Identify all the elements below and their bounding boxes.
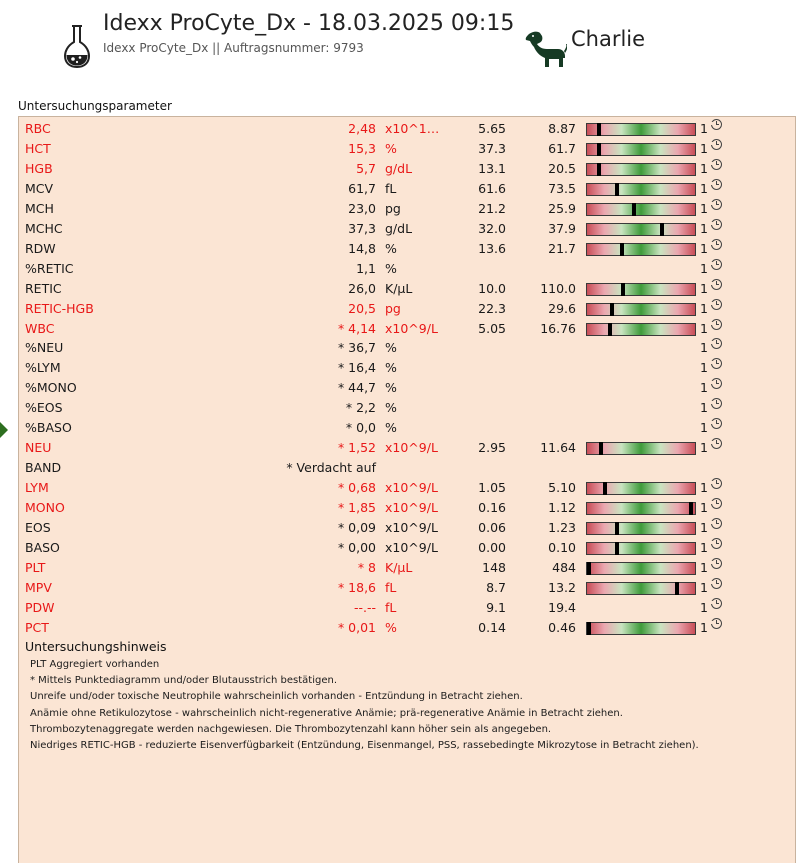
param-unit: K/µL <box>385 559 413 575</box>
param-unit: fL <box>385 579 397 595</box>
table-row[interactable] <box>19 139 797 159</box>
reference-low: 13.1 <box>478 160 506 176</box>
table-row[interactable] <box>19 538 797 558</box>
table-row[interactable] <box>19 618 797 638</box>
param-name: BAND <box>25 460 62 476</box>
param-unit: % <box>385 400 397 416</box>
reference-range-bar <box>586 562 696 575</box>
measurement-count: 1 <box>700 320 708 336</box>
param-name: EOS <box>25 520 51 535</box>
history-icon[interactable] <box>711 358 722 369</box>
param-value: * 0,00 <box>337 539 376 555</box>
range-marker <box>597 163 601 176</box>
reference-range-bar <box>586 482 696 495</box>
reference-low: 10.0 <box>478 280 506 296</box>
range-marker <box>615 522 619 535</box>
range-marker <box>632 203 636 216</box>
measurement-count: 1 <box>700 619 708 635</box>
history-icon[interactable] <box>711 279 722 290</box>
table-row[interactable] <box>19 338 797 358</box>
reference-high: 25.9 <box>548 200 576 216</box>
param-name: WBC <box>25 320 55 336</box>
history-icon[interactable] <box>711 618 722 629</box>
param-name: %BASO <box>25 420 72 436</box>
history-icon[interactable] <box>711 418 722 429</box>
param-unit: fL <box>385 180 397 196</box>
reference-high: 13.2 <box>548 579 576 595</box>
dog-icon <box>525 28 567 68</box>
note-line: * Mittels Punktediagramm und/oder Blutausstrich bestätigen. <box>30 675 338 687</box>
param-name: HCT <box>25 140 51 156</box>
param-name: MCHC <box>25 220 63 236</box>
range-marker <box>615 183 619 196</box>
reference-range-bar <box>586 283 696 296</box>
param-value: 2,48 <box>348 121 376 136</box>
reference-low: 0.16 <box>478 500 506 516</box>
reference-low: 61.6 <box>478 180 506 196</box>
table-row[interactable] <box>19 558 797 578</box>
measurement-count: 1 <box>700 380 708 396</box>
param-name: RETIC-HGB <box>25 300 94 316</box>
measurement-count: 1 <box>700 121 708 136</box>
param-name: NEU <box>25 440 52 456</box>
table-row[interactable] <box>19 498 797 518</box>
measurement-count: 1 <box>700 599 708 615</box>
param-value: * 0,01 <box>337 619 376 635</box>
history-icon[interactable] <box>711 239 722 250</box>
range-marker <box>597 143 601 156</box>
param-value: * 36,7 <box>337 340 376 356</box>
reference-range-bar <box>586 502 696 515</box>
param-unit: x10^9/L <box>385 440 438 456</box>
reference-high: 1.23 <box>548 520 576 535</box>
history-icon[interactable] <box>711 598 722 609</box>
reference-low: 5.65 <box>478 121 506 136</box>
param-value: 26,0 <box>348 280 376 296</box>
param-unit: % <box>385 140 397 156</box>
param-name: MONO <box>25 500 65 516</box>
history-icon[interactable] <box>711 398 722 409</box>
measurement-count: 1 <box>700 160 708 176</box>
reference-low: 5.05 <box>478 320 506 336</box>
table-row[interactable] <box>19 279 797 299</box>
param-unit: x10^1… <box>385 121 440 136</box>
measurement-count: 1 <box>700 200 708 216</box>
report-subtitle: Idexx ProCyte_Dx || Auftragsnummer: 9793 <box>103 41 364 55</box>
measurement-count: 1 <box>700 440 708 456</box>
reference-high: 20.5 <box>548 160 576 176</box>
history-icon[interactable] <box>711 558 722 569</box>
history-icon[interactable] <box>711 259 722 270</box>
history-icon[interactable] <box>711 478 722 489</box>
history-icon[interactable] <box>711 538 722 549</box>
reference-range-bar <box>586 303 696 316</box>
history-icon[interactable] <box>711 299 722 310</box>
param-unit: % <box>385 420 397 436</box>
reference-high: 21.7 <box>548 240 576 256</box>
param-value: * 8 <box>357 559 376 575</box>
range-marker <box>689 502 693 515</box>
param-unit: % <box>385 340 397 356</box>
range-marker <box>587 622 591 635</box>
reference-low: 1.05 <box>478 480 506 496</box>
reference-high: 5.10 <box>548 480 576 496</box>
param-name: PLT <box>25 559 46 575</box>
table-row[interactable] <box>19 458 797 478</box>
param-name: BASO <box>25 539 60 555</box>
reference-range-bar <box>586 123 696 136</box>
report-header <box>0 0 800 95</box>
history-icon[interactable] <box>711 518 722 529</box>
param-name: %RETIC <box>25 260 74 276</box>
range-marker <box>620 243 624 256</box>
history-icon[interactable] <box>711 338 722 349</box>
range-marker <box>603 482 607 495</box>
note-line: Anämie ohne Retikulozytose - wahrscheinlich nicht-regenerative Anämie; prä-regenerative Anämie in Betracht ziehen. <box>30 707 623 719</box>
reference-high: 19.4 <box>548 599 576 615</box>
reference-range-bar <box>586 522 696 535</box>
table-row[interactable] <box>19 179 797 199</box>
param-value: * 0,68 <box>337 480 376 496</box>
reference-high: 8.87 <box>548 121 576 136</box>
param-unit: x10^9/L <box>385 500 438 516</box>
note-line: PLT Aggregiert vorhanden <box>30 659 160 670</box>
param-value: * 16,4 <box>337 360 376 376</box>
table-row[interactable] <box>19 319 797 339</box>
reference-high: 1.12 <box>548 500 576 516</box>
reference-low: 8.7 <box>486 579 506 595</box>
param-value: * 44,7 <box>337 380 376 396</box>
reference-low: 32.0 <box>478 220 506 236</box>
param-unit: fL <box>385 599 397 615</box>
measurement-count: 1 <box>700 539 708 555</box>
measurement-count: 1 <box>700 400 708 416</box>
range-marker <box>608 323 612 336</box>
param-value: 20,5 <box>348 300 376 316</box>
param-name: PCT <box>25 619 49 635</box>
param-name: PDW <box>25 599 55 615</box>
reference-high: 73.5 <box>548 180 576 196</box>
table-row[interactable] <box>19 378 797 398</box>
param-value: 1,1 <box>356 260 376 276</box>
history-icon[interactable] <box>711 139 722 150</box>
measurement-count: 1 <box>700 280 708 296</box>
measurement-count: 1 <box>700 520 708 535</box>
measurement-count: 1 <box>700 220 708 236</box>
reference-range-bar <box>586 243 696 256</box>
reference-high: 0.10 <box>548 539 576 555</box>
note-line: Niedriges RETIC-HGB - reduzierte Eisenverfügbarkeit (Entzündung, Eisenmangel, PSS, rassebedingte Mikrozytose in Betracht ziehen). <box>30 740 699 752</box>
param-name: HGB <box>25 160 53 176</box>
measurement-count: 1 <box>700 360 708 376</box>
history-icon[interactable] <box>711 378 722 389</box>
notes-title: Untersuchungshinweis <box>25 639 167 654</box>
reference-high: 16.76 <box>540 320 576 336</box>
param-unit: % <box>385 240 397 256</box>
reference-high: 37.9 <box>548 220 576 236</box>
reference-range-bar <box>586 183 696 196</box>
table-row[interactable] <box>19 478 797 498</box>
table-row[interactable] <box>19 598 797 618</box>
section-label: Untersuchungsparameter <box>18 99 172 113</box>
patient-name: Charlie <box>571 27 646 51</box>
param-value: 14,8 <box>348 240 376 256</box>
measurement-count: 1 <box>700 559 708 575</box>
table-row[interactable] <box>19 239 797 259</box>
note-line: Unreife und/oder toxische Neutrophile wahrscheinlich vorhanden - Entzündung in Betracht ziehen. <box>30 691 523 703</box>
history-icon[interactable] <box>711 578 722 589</box>
param-name: %NEU <box>25 340 64 356</box>
param-name: %LYM <box>25 360 61 376</box>
param-value: * 2,2 <box>345 400 376 416</box>
param-unit: % <box>385 360 397 376</box>
notes-list <box>30 657 699 754</box>
param-value: * 0,09 <box>337 520 376 535</box>
param-unit: x10^9/L <box>385 320 438 336</box>
param-unit: x10^9/L <box>385 480 438 496</box>
reference-high: 61.7 <box>548 140 576 156</box>
table-row[interactable] <box>19 578 797 598</box>
reference-high: 484 <box>552 559 576 575</box>
measurement-count: 1 <box>700 420 708 436</box>
reference-range-bar <box>586 542 696 555</box>
param-unit: x10^9/L <box>385 520 438 535</box>
reference-high: 11.64 <box>540 440 576 456</box>
param-value: 61,7 <box>348 180 376 196</box>
param-name: %MONO <box>25 380 77 396</box>
measurement-count: 1 <box>700 340 708 356</box>
reference-high: 0.46 <box>548 619 576 635</box>
measurement-count: 1 <box>700 480 708 496</box>
param-unit: pg <box>385 300 401 316</box>
param-unit: % <box>385 619 397 635</box>
reference-range-bar <box>586 582 696 595</box>
param-unit: K/µL <box>385 280 413 296</box>
table-row[interactable] <box>19 119 797 139</box>
lab-flask-icon <box>64 24 90 68</box>
range-marker <box>660 223 664 236</box>
param-value: * 4,14 <box>337 320 376 336</box>
param-name: %EOS <box>25 400 63 416</box>
param-value: 23,0 <box>348 200 376 216</box>
param-unit: % <box>385 260 397 276</box>
table-row[interactable] <box>19 518 797 538</box>
history-icon[interactable] <box>711 119 722 130</box>
report-title: Idexx ProCyte_Dx - 18.03.2025 09:15 <box>103 11 515 36</box>
range-marker <box>597 123 601 136</box>
param-value: --.-- <box>353 599 376 615</box>
range-marker <box>621 283 625 296</box>
param-value: * 1,85 <box>337 500 376 516</box>
reference-low: 13.6 <box>478 240 506 256</box>
param-value: * 0,0 <box>345 420 376 436</box>
reference-low: 21.2 <box>478 200 506 216</box>
param-name: RDW <box>25 240 56 256</box>
reference-low: 37.3 <box>478 140 506 156</box>
reference-low: 22.3 <box>478 300 506 316</box>
measurement-count: 1 <box>700 240 708 256</box>
reference-range-bar <box>586 323 696 336</box>
table-row[interactable] <box>19 418 797 438</box>
param-unit: % <box>385 380 397 396</box>
table-row[interactable] <box>19 259 797 279</box>
reference-range-bar <box>586 622 696 635</box>
history-icon[interactable] <box>711 219 722 230</box>
param-unit: pg <box>385 200 401 216</box>
param-value: 15,3 <box>348 140 376 156</box>
table-row[interactable] <box>19 358 797 378</box>
param-value: 5,7 <box>356 160 376 176</box>
history-icon[interactable] <box>711 319 722 330</box>
measurement-count: 1 <box>700 260 708 276</box>
history-icon[interactable] <box>711 159 722 170</box>
reference-range-bar <box>586 143 696 156</box>
reference-low: 0.14 <box>478 619 506 635</box>
reference-low: 0.06 <box>478 520 506 535</box>
reference-range-bar <box>586 223 696 236</box>
current-row-arrow-icon <box>0 422 8 438</box>
range-marker <box>610 303 614 316</box>
reference-low: 148 <box>482 559 506 575</box>
table-row[interactable] <box>19 159 797 179</box>
history-icon[interactable] <box>711 179 722 190</box>
reference-low: 9.1 <box>486 599 506 615</box>
param-name: RETIC <box>25 280 62 296</box>
reference-range-bar <box>586 203 696 216</box>
param-value: 37,3 <box>348 220 376 236</box>
param-value: * Verdacht auf <box>286 460 376 476</box>
range-marker <box>615 542 619 555</box>
reference-range-bar <box>586 442 696 455</box>
measurement-count: 1 <box>700 180 708 196</box>
history-icon[interactable] <box>711 199 722 210</box>
table-row[interactable] <box>19 199 797 219</box>
range-marker <box>587 562 591 575</box>
param-name: RBC <box>25 121 51 136</box>
history-icon[interactable] <box>711 438 722 449</box>
reference-low: 0.00 <box>478 539 506 555</box>
param-unit: g/dL <box>385 220 413 236</box>
param-name: MCH <box>25 200 54 216</box>
param-name: MCV <box>25 180 54 196</box>
measurement-count: 1 <box>700 579 708 595</box>
param-name: LYM <box>25 480 49 496</box>
table-row[interactable] <box>19 219 797 239</box>
range-marker <box>599 442 603 455</box>
param-value: * 18,6 <box>337 579 376 595</box>
reference-range-bar <box>586 163 696 176</box>
reference-high: 110.0 <box>540 280 576 296</box>
param-name: MPV <box>25 579 52 595</box>
measurement-count: 1 <box>700 500 708 516</box>
param-unit: g/dL <box>385 160 413 176</box>
reference-low: 2.95 <box>478 440 506 456</box>
table-row[interactable] <box>19 299 797 319</box>
measurement-count: 1 <box>700 300 708 316</box>
param-value: * 1,52 <box>337 440 376 456</box>
measurement-count: 1 <box>700 140 708 156</box>
results-panel <box>18 116 796 863</box>
table-row[interactable] <box>19 398 797 418</box>
table-row[interactable] <box>19 438 797 458</box>
reference-high: 29.6 <box>548 300 576 316</box>
note-line: Thrombozytenaggregate werden nachgewiesen. Die Thrombozytenzahl kann höher sein als angegeben. <box>30 723 552 735</box>
range-marker <box>675 582 679 595</box>
param-unit: x10^9/L <box>385 539 438 555</box>
history-icon[interactable] <box>711 498 722 509</box>
